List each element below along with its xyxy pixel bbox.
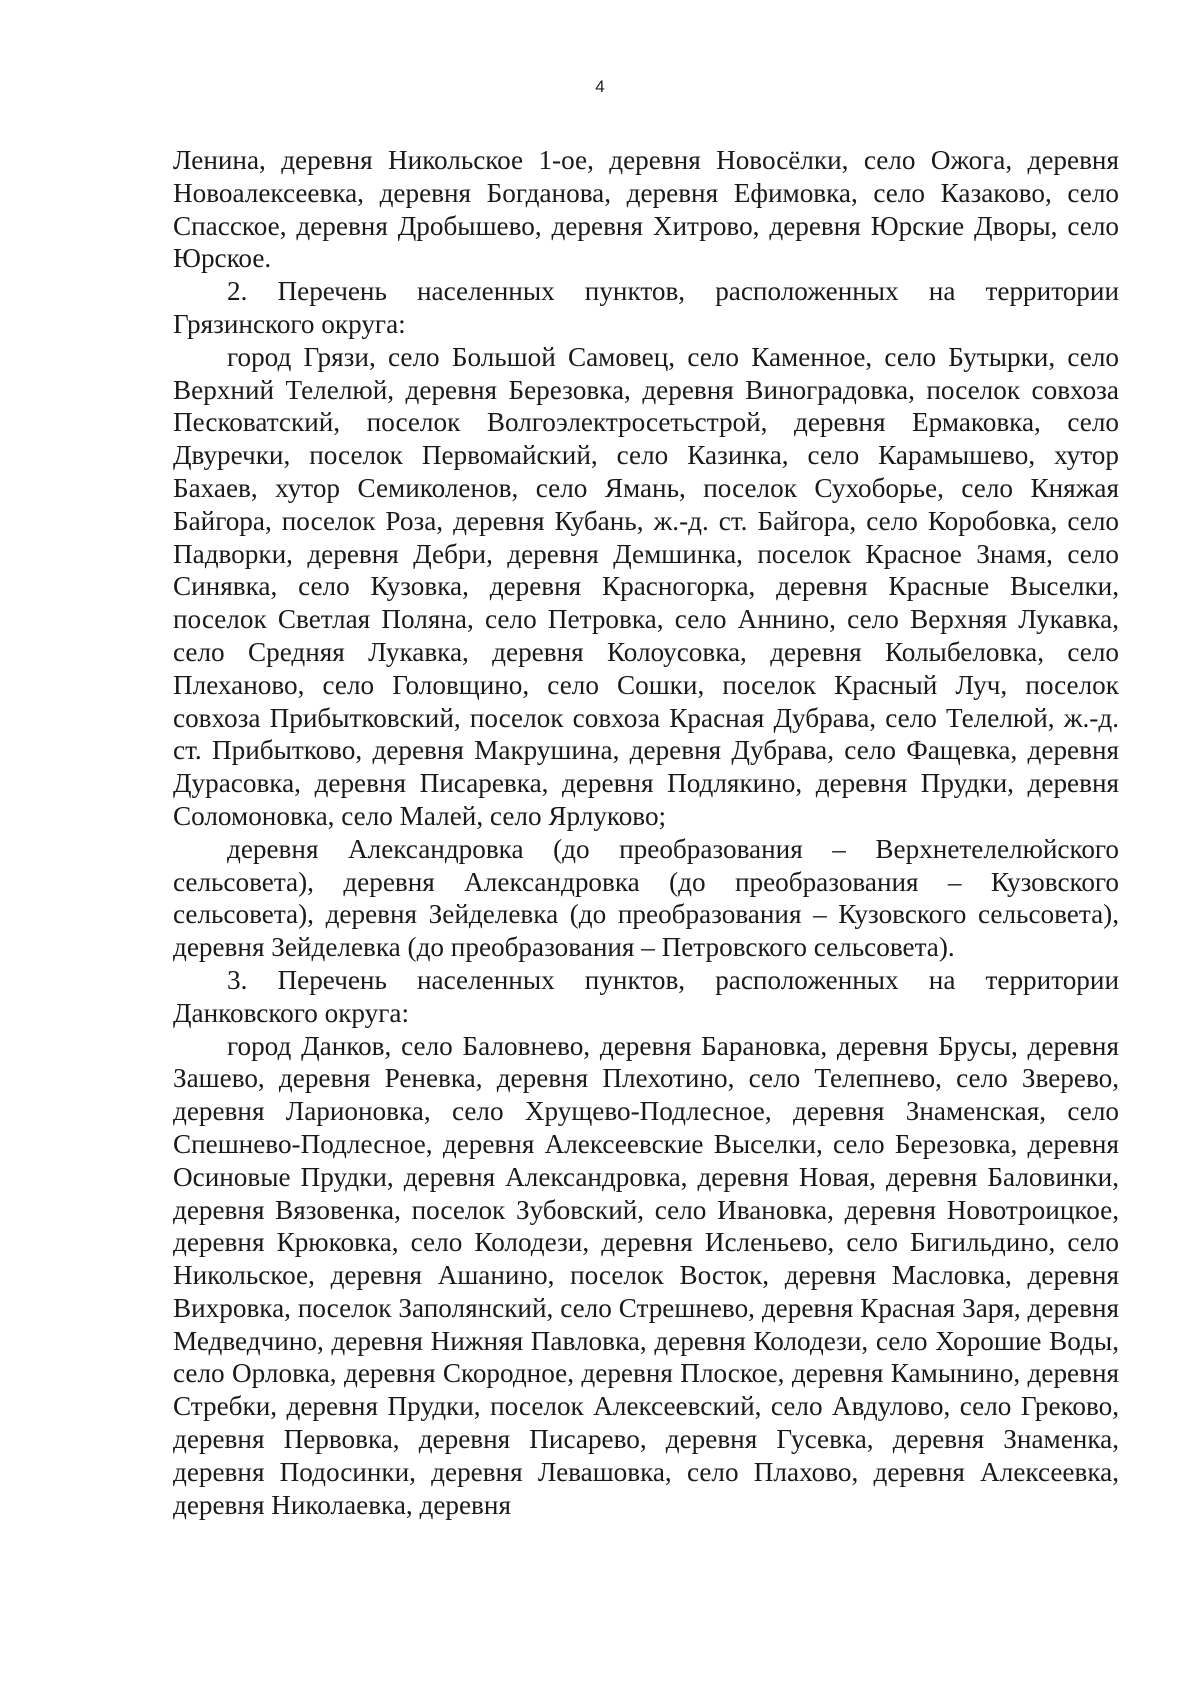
document-body — [173, 144, 1119, 1521]
paragraph-dankovsky-settlements: город Данков, село Баловнево, деревня Барановка, деревня Брусы, деревня Зашево, деревня Реневка, деревня Плехотино, село Телепнево, село Зверево, деревня Ларионовка, село Хрущево-Подлесное, деревня Знаменская, село Спешнево-Подлесное, деревня Алексеевские Выселки, село Березовка, деревня Осиновые Прудки, деревня Александровка, деревня Новая, деревня Баловинки, деревня Вязовенка, поселок Зубовский, село Ивановка, деревня Новотроицкое, деревня Крюковка, село Колодези, деревня Исленьево, село Бигильдино, село Никольское, деревня Ашанино, поселок Восток, деревня Масловка, деревня Вихровка, поселок Заполянский, село Стрешнево, деревня Красная Заря, деревня Медведчино, деревня Нижняя Павловка, деревня Колодези, село Хорошие Воды, село Орловка, деревня Скородное, деревня Плоское, деревня Камынино, деревня Стребки, деревня Прудки, поселок Алексеевский, село Авдулово, село Греково, деревня Первовка, деревня Писарево, деревня Гусевка, деревня Знаменка, деревня Подосинки, деревня Левашовка, село Плахово, деревня Алексеевка, деревня Николаевка, деревня — [173, 1030, 1119, 1520]
paragraph-continuation: Ленина, деревня Никольское 1-ое, деревня Новосёлки, село Ожога, деревня Новоалексеевка, деревня Богданова, деревня Ефимовка, село Казаково, село Спасское, деревня Дробышево, деревня Хитрово, деревня Юрские Дворы, село Юрское. — [173, 145, 1119, 274]
paragraph-gryazinsky-settlements: город Грязи, село Большой Самовец, село Каменное, село Бутырки, село Верхний Телелюй, деревня Березовка, деревня Виноградовка, поселок совхоза Песковатский, поселок Волгоэлектросетьстрой, деревня Ермаковка, село Двуречки, поселок Первомайский, село Казинка, село Карамышево, хутор Бахаев, хутор Семиколенов, село Ямань, поселок Сухоборье, село Княжая Байгора, поселок Роза, деревня Кубань, ж.-д. ст. Байгора, село Коробовка, село Падворки, деревня Дебри, деревня Демшинка, поселок Красное Знамя, село Синявка, село Кузовка, деревня Красногорка, деревня Красные Выселки, поселок Светлая Поляна, село Петровка, село Аннино, село Верхняя Лукавка, село Средняя Лукавка, деревня Колоусовка, деревня Колыбеловка, село Плеханово, село Головщино, село Сошки, поселок Красный Луч, поселок совхоза Прибытковский, поселок совхоза Красная Дубрава, село Телелюй, ж.-д. ст. Прибытково, деревня Макрушина, деревня Дубрава, село Фащевка, деревня Дурасовка, деревня Писаревка, деревня Подлякино, деревня Прудки, деревня Соломоновка, село Малей, село Ярлуково; — [173, 341, 1119, 831]
paragraph-gryazinsky-villages-note: деревня Александровка (до преобразования – Верхнетелелюйского сельсовета), деревня Александровка (до преобразования – Кузовского сельсовета), деревня Зейделевка (до преобразования – Кузовского сельсовета), деревня Зейделевка (до преобразования – Петровского сельсовета). — [173, 833, 1119, 963]
paragraph-section-2-heading: 2. Перечень населенных пунктов, расположенных на территории Грязинского округа: — [173, 276, 1119, 339]
paragraph-section-3-heading: 3. Перечень населенных пунктов, расположенных на территории Данковского округа: — [173, 964, 1119, 1028]
page-number: 4 — [595, 77, 605, 96]
